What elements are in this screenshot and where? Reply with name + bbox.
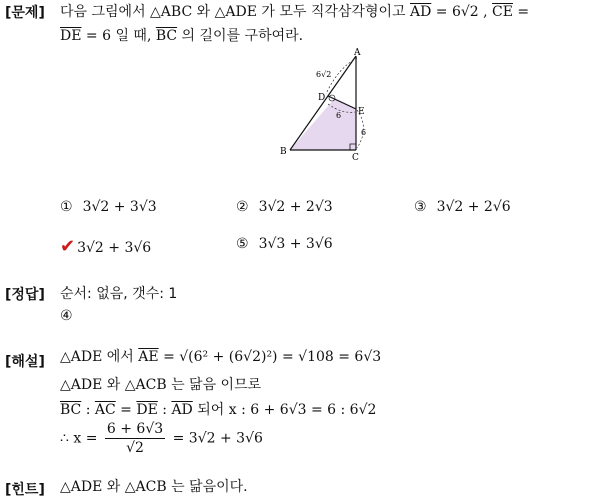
answer-label: [정답]: [5, 287, 45, 303]
triangle-figure: [280, 46, 390, 164]
problem-text: 다음 그림에서 △ABC 와 △ADE 가 모두 직각삼각형이고: [60, 4, 410, 20]
option-text: 3√2 + 2√6: [436, 199, 511, 215]
option-number: ①: [60, 199, 73, 215]
segment-ce: $\overline{CE}$: [492, 4, 513, 20]
segment-ae: $\overline{AE}$: [138, 349, 159, 365]
label-de-length: 6: [336, 111, 342, 120]
option-number: ⑤: [236, 236, 249, 252]
option-2[interactable]: [236, 199, 333, 215]
label-a: A: [354, 48, 361, 58]
option-text: 3√2 + 3√6: [77, 240, 152, 256]
option-text: 3√2 + 3√3: [82, 199, 157, 215]
option-text: 3√2 + 2√3: [258, 199, 333, 215]
label-b: B: [280, 147, 287, 157]
fraction: [105, 420, 165, 457]
segment-ad: $\overline{AD}$: [409, 4, 432, 20]
problem-text: = 6 일 때,: [81, 28, 156, 44]
label-e: E: [358, 107, 365, 117]
solution-text: = 3√2 + 3√6: [168, 430, 263, 447]
shaded-region: [290, 98, 356, 150]
fraction-numerator: 6 + 6√3: [106, 421, 164, 437]
checkmark-icon: ✔: [60, 236, 76, 257]
segment-bc: $\overline{BC}$: [155, 28, 178, 44]
segment-ad: $\overline{AD}$: [171, 402, 193, 418]
solution-text: △ADE 에서: [60, 349, 139, 365]
solution-line-3: [60, 400, 376, 420]
solution-text: =: [115, 402, 137, 418]
answer-line: 순서: 없음, 갯수: 1: [60, 286, 178, 302]
solution-line-1: [60, 347, 381, 367]
segment-ac: $\overline{AC}$: [94, 402, 116, 418]
hint-label: [힌트]: [5, 482, 45, 498]
problem-label: [문제]: [5, 5, 45, 21]
option-1[interactable]: [60, 199, 157, 215]
problem-text: = 6√2 ,: [431, 4, 493, 20]
label-c: C: [352, 153, 359, 163]
solution-line-2: △ADE 와 △ACB 는 닮음 이므로: [60, 377, 262, 393]
label-ce-length: 6: [361, 128, 367, 137]
fraction-denominator: √2: [126, 440, 144, 456]
option-number: ②: [236, 199, 249, 215]
solution-line-4: [60, 420, 263, 457]
label-d: D: [318, 93, 326, 103]
problem-text: =: [512, 4, 530, 20]
segment-bc: $\overline{BC}$: [60, 402, 82, 418]
segment-de: $\overline{DE}$: [136, 402, 158, 418]
solution-text: :: [157, 402, 172, 418]
problem-text: 의 길이를 구하여라.: [177, 28, 304, 44]
option-4[interactable]: [60, 236, 151, 257]
option-text: 3√3 + 3√6: [258, 236, 333, 252]
segment-de: $\overline{DE}$: [60, 28, 82, 44]
label-ad-length: 6√2: [316, 70, 332, 79]
option-number: ③: [414, 199, 427, 215]
solution-text: 되어 x : 6 + 6√3 = 6 : 6√2: [192, 402, 377, 418]
option-5[interactable]: [236, 236, 333, 252]
solution-text: ∴ x =: [60, 430, 102, 447]
solution-text: = √(6² + (6√2)²) = √108 = 6√3: [158, 349, 382, 365]
solution-text: :: [81, 402, 95, 418]
hint-text: △ADE 와 △ACB 는 닮음이다.: [60, 479, 248, 495]
answer-value: ④: [60, 308, 73, 324]
option-3[interactable]: [414, 199, 511, 215]
problem-line-1: [60, 2, 529, 22]
problem-line-2: [60, 26, 303, 46]
solution-label: [해설]: [5, 354, 45, 370]
